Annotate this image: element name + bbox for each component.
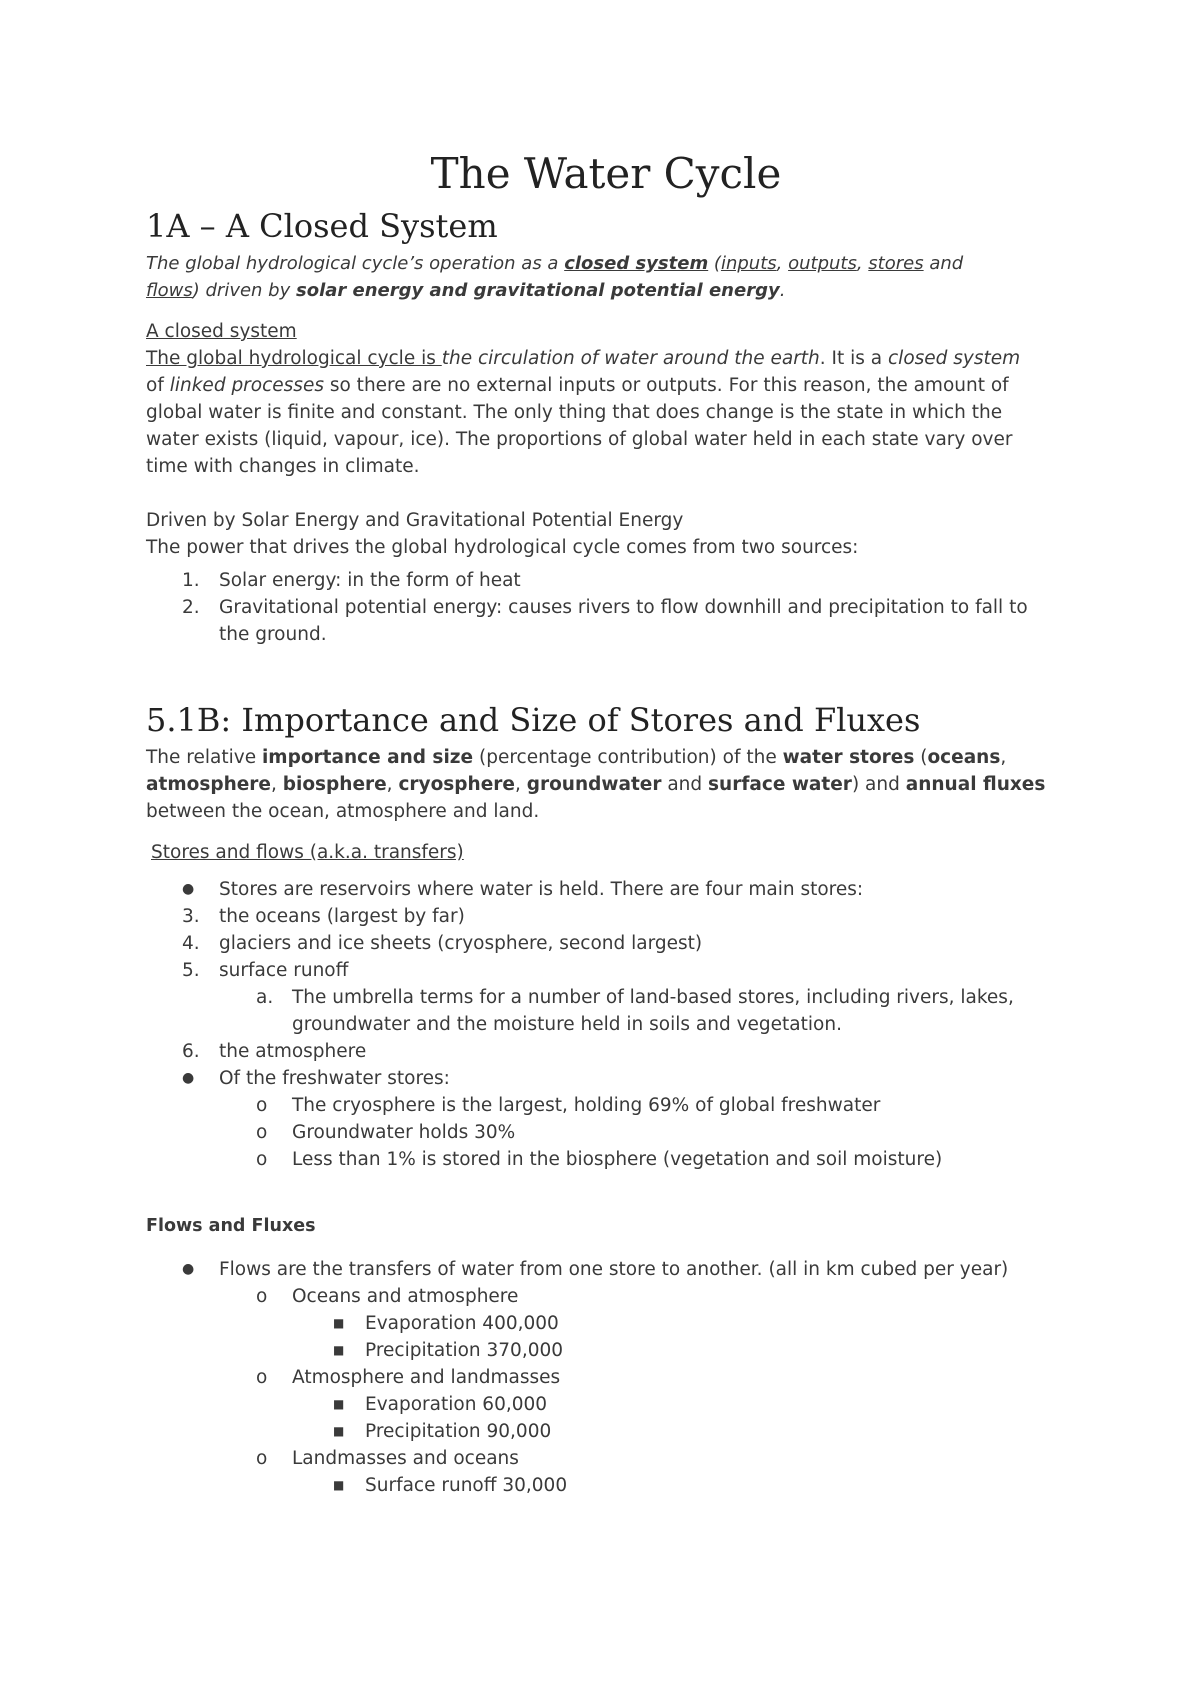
- list-item: ■ Surface runoff 30,000: [146, 1472, 1066, 1499]
- square-bullet-icon: ■: [333, 1478, 345, 1492]
- document-page: [146, 148, 1066, 1499]
- section-51b-heading: 5.1B: Importance and Size of Stores and Fluxes: [146, 701, 921, 739]
- energy-subheading: Driven by Solar Energy and Gravitational Potential Energy: [146, 510, 684, 531]
- list-item: o Landmasses and oceans: [256, 1448, 519, 1469]
- bullet-icon: ●: [182, 1261, 195, 1277]
- list-item: o The cryosphere is the largest, holding 69% of global freshwater: [256, 1095, 881, 1116]
- square-bullet-icon: ■: [333, 1343, 345, 1357]
- closed-system-paragraph: The global hydrological cycle is the circulation of water around the earth. It is a closed system of linked processes so there are no external inputs or outputs. For this reason, the amount of global water is finite and constant. The only thing that does change is the state in which the water exists (liquid, vapour, ice). The proportions of global water held in each state vary over time with changes in climate.: [146, 348, 1021, 477]
- list-item: ■ Precipitation 90,000: [146, 1418, 1066, 1445]
- square-bullet-icon: ■: [333, 1424, 345, 1438]
- list-item: o Atmosphere and landmasses: [256, 1367, 561, 1388]
- flows-list: [146, 1256, 1066, 1499]
- bullet-icon: ●: [182, 1070, 195, 1086]
- list-item: 2. Gravitational potential energy: causes rivers to flow downhill and precipitation to fall to the ground.: [182, 597, 1028, 645]
- list-item: ● Of the freshwater stores:: [146, 1065, 1066, 1092]
- list-item: ■ Precipitation 370,000: [146, 1337, 1066, 1364]
- list-item: 6. the atmosphere: [182, 1041, 367, 1062]
- list-item: 5. surface runoff: [182, 960, 349, 981]
- list-item: a. The umbrella terms for a number of land-based stores, including rivers, lakes, groundwater and the moisture held in soils and vegetation.: [256, 987, 1014, 1035]
- page-title: The Water Cycle: [430, 149, 782, 198]
- bullet-icon: ●: [182, 881, 195, 897]
- list-item: ■ Evaporation 60,000: [146, 1391, 1066, 1418]
- energy-intro: The power that drives the global hydrological cycle comes from two sources:: [146, 537, 859, 558]
- stores-flows-subheading: Stores and flows (a.k.a. transfers): [151, 842, 464, 863]
- closed-system-subheading: A closed system: [146, 321, 297, 342]
- square-bullet-icon: ■: [333, 1397, 345, 1411]
- section-1a-heading: 1A – A Closed System: [146, 207, 498, 245]
- list-item: o Groundwater holds 30%: [256, 1122, 516, 1143]
- section-51b-intro: The relative importance and size (percentage contribution) of the water stores (oceans, atmosphere, biosphere, cryosphere, groundwater and surface water) and annual fluxes between the ocean, atmosphere and land.: [146, 747, 1046, 822]
- list-item: ● Stores are reservoirs where water is held. There are four main stores:: [146, 876, 1066, 903]
- list-item: ● Flows are the transfers of water from one store to another. (all in km cubed per year): [146, 1256, 1066, 1283]
- list-item: 3. the oceans (largest by far): [182, 906, 465, 927]
- stores-list: [146, 876, 1066, 1173]
- list-item: o Oceans and atmosphere: [256, 1286, 519, 1307]
- list-item: 1. Solar energy: in the form of heat: [182, 570, 521, 591]
- list-item: o Less than 1% is stored in the biosphere (vegetation and soil moisture): [256, 1149, 943, 1170]
- square-bullet-icon: ■: [333, 1316, 345, 1330]
- list-item: 4. glaciers and ice sheets (cryosphere, second largest): [182, 933, 703, 954]
- list-item: ■ Evaporation 400,000: [146, 1310, 1066, 1337]
- energy-sources-list: [146, 567, 1066, 648]
- flows-heading: Flows and Fluxes: [146, 1216, 316, 1236]
- section-1a-intro: The global hydrological cycle’s operation as a closed system (inputs, outputs, stores and flows) driven by solar energy and gravitational potential energy.: [146, 253, 964, 301]
